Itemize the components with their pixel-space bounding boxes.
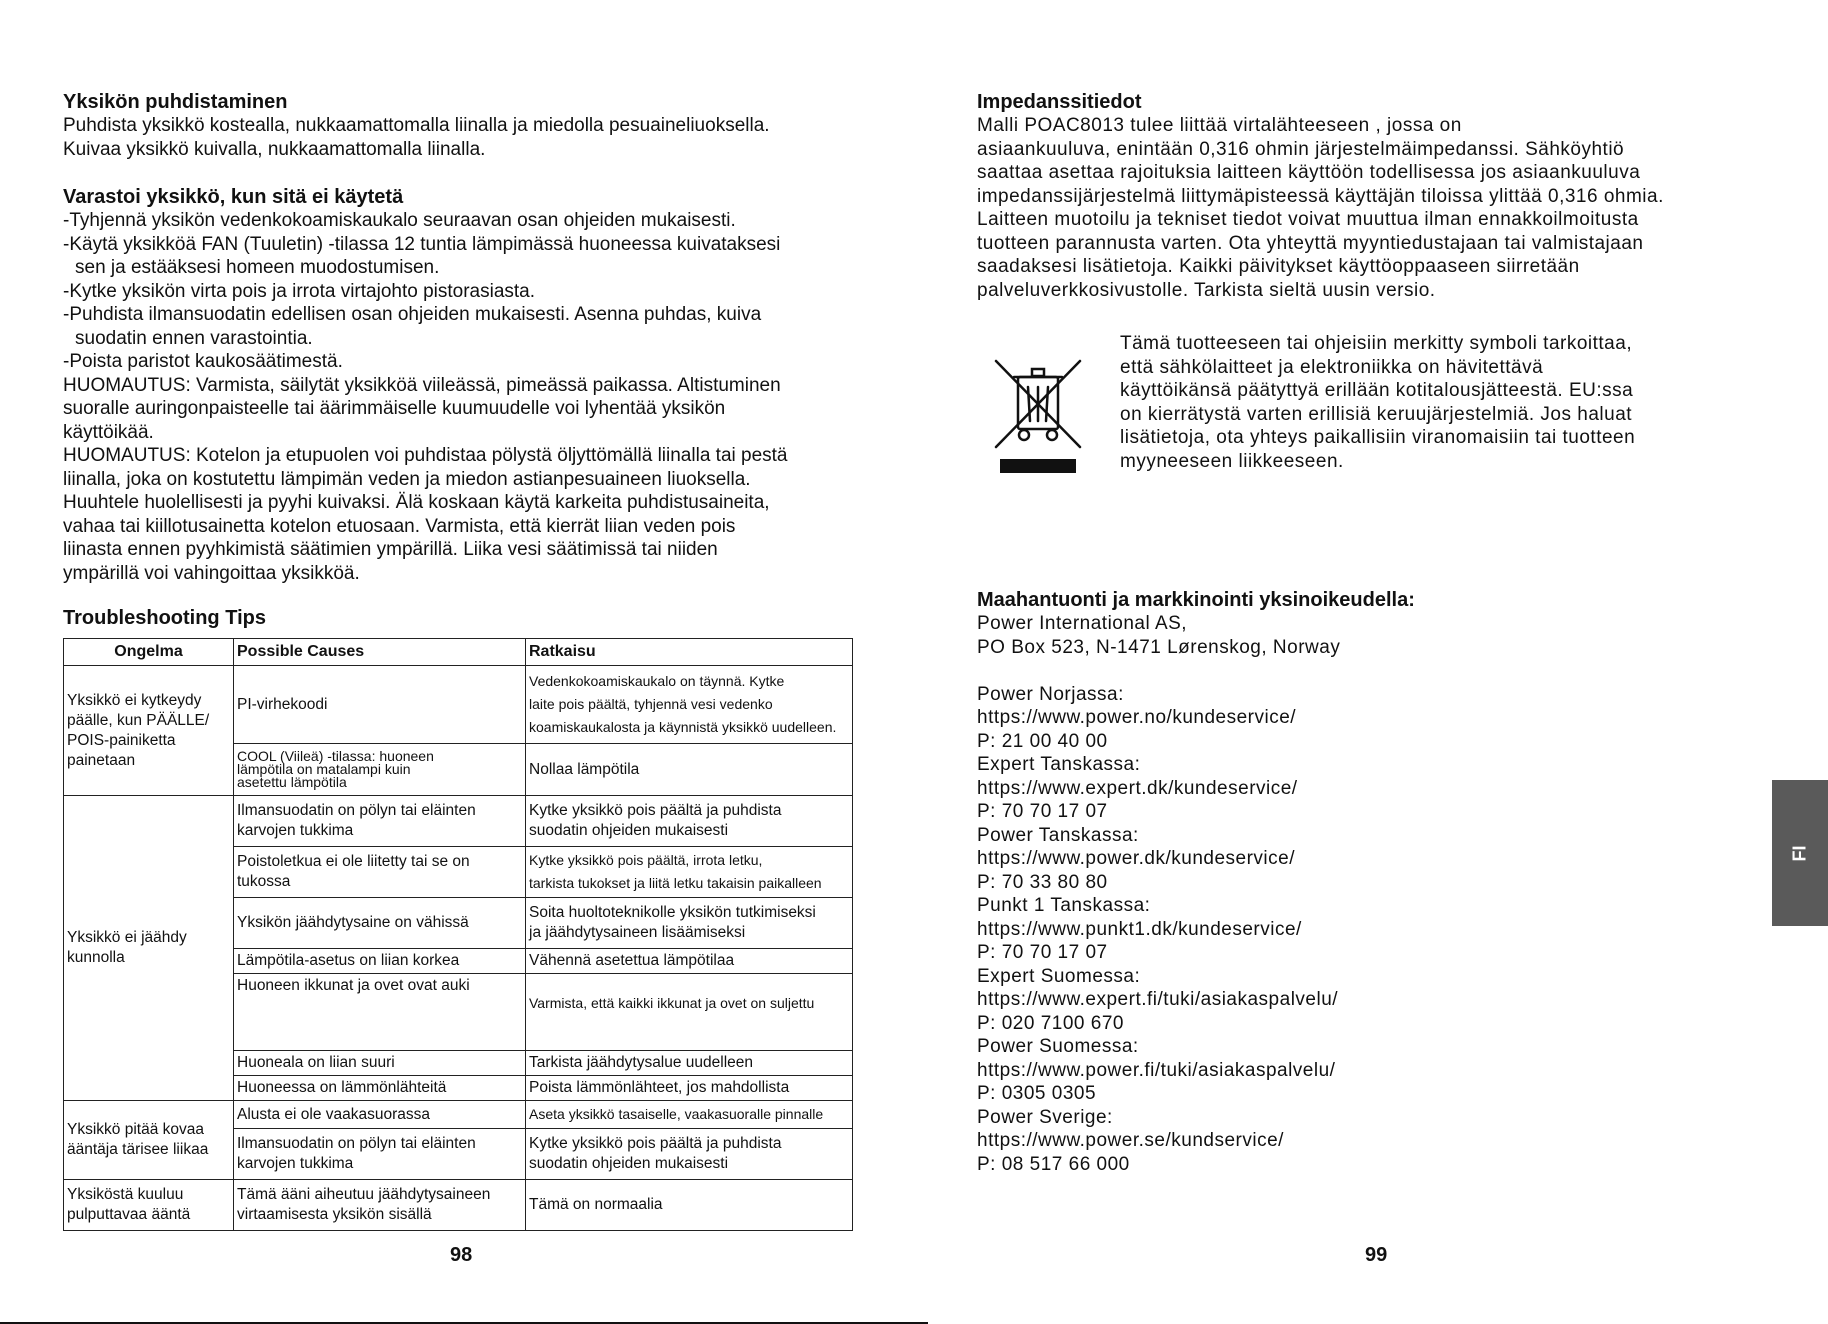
crossed-out-wheelie-bin-icon bbox=[990, 355, 1086, 475]
cell-line: asetettu lämpötila bbox=[237, 774, 347, 790]
text-line: HUOMAUTUS: Varmista, säilytät yksikköä viileässä, pimeässä paikassa. Altistuminen bbox=[63, 374, 781, 396]
problem-cell bbox=[64, 1180, 234, 1231]
contact-line: P: 70 70 17 07 bbox=[977, 942, 1108, 963]
cell-line: ja jäähdytysaineen lisäämiseksi bbox=[529, 924, 746, 941]
text-line: käyttöikänsä päätyttyä erillään kotitalousjätteestä. EU:ssa bbox=[1120, 380, 1634, 401]
right-page bbox=[914, 0, 1828, 1324]
text-line: vahaa tai kiillotusainetta kotelon etuosaan. Varmista, että kierrät liian veden pois bbox=[63, 515, 736, 537]
storage-title: Varastoi yksikkö, kun sitä ei käytetä bbox=[63, 186, 404, 208]
text-line: Tämä tuotteeseen tai ohjeisiin merkitty symboli tarkoittaa, bbox=[1120, 333, 1633, 354]
cell-line: kunnolla bbox=[67, 949, 125, 966]
text-line: -Tyhjennä yksikön vedenkokoamiskaukalo seuraavan osan ohjeiden mukaisesti. bbox=[63, 210, 736, 231]
cell-line: Kytke yksikkö pois päältä, irrota letku, bbox=[529, 852, 763, 868]
contact-link[interactable]: https://www.power.dk/kundeservice/ bbox=[977, 848, 1295, 869]
solution-cell bbox=[526, 1101, 853, 1129]
storage-text bbox=[63, 209, 863, 585]
cell-line: Vähennä asetettua lämpötilaa bbox=[529, 952, 735, 969]
weee-notice bbox=[1120, 332, 1760, 473]
contact-link[interactable]: https://www.power.no/kundeservice/ bbox=[977, 707, 1297, 728]
text-line: että sähkölaitteet ja elektroniikka on hävitettävä bbox=[1120, 356, 1544, 378]
cell-line: Vedenkokoamiskaukalo on täynnä. Kytke bbox=[529, 673, 785, 689]
contact-line: P: 0305 0305 bbox=[977, 1083, 1097, 1104]
cause-cell bbox=[234, 847, 526, 898]
cleaning-text bbox=[63, 114, 863, 161]
cell-line: Varmista, että kaikki ikkunat ja ovet on suljettu bbox=[529, 994, 815, 1011]
cell-line: COOL (Viileä) -tilassa: huoneen bbox=[237, 748, 434, 764]
cell-line: Yksikkö ei kytkeydy bbox=[67, 691, 202, 709]
text-line: -Käytä yksikköä FAN (Tuuletin) -tilassa 12 tuntia lämpimässä huoneessa kuivataksesi bbox=[63, 233, 781, 255]
cell-line: Tämä on normaalia bbox=[529, 1196, 663, 1213]
table-header-row bbox=[64, 639, 853, 666]
text-line: Laitteen muotoilu ja tekniset tiedot voivat muuttua ilman ennakkoilmoitusta bbox=[977, 209, 1639, 230]
table-row bbox=[64, 796, 853, 847]
importer-section bbox=[977, 588, 1797, 1176]
impedance-section bbox=[977, 90, 1797, 302]
page-number: 98 bbox=[450, 1244, 473, 1266]
text-line: Power International AS, bbox=[977, 613, 1188, 634]
cause-cell bbox=[234, 974, 526, 1051]
cell-line: Ilmansuodatin on pölyn tai eläinten bbox=[237, 1135, 476, 1152]
importer-address bbox=[977, 612, 1797, 659]
page-number: 99 bbox=[1365, 1244, 1388, 1266]
cell-line: Kytke yksikkö pois päältä ja puhdista bbox=[529, 1135, 782, 1152]
text-line: -Puhdista ilmansuodatin edellisen osan ohjeiden mukaisesti. Asenna puhdas, kuiva bbox=[63, 304, 762, 325]
cell-line: Poista lämmönlähteet, jos mahdollista bbox=[529, 1079, 790, 1096]
cell-line: päälle, kun PÄÄLLE/ bbox=[67, 711, 210, 729]
contact-link[interactable]: https://www.power.se/kundservice/ bbox=[977, 1130, 1284, 1151]
text-line: liinasta ennen pyyhkimistä säätimien ympärillä. Liika vesi säätimissä tai niiden bbox=[63, 539, 718, 560]
contact-line: P: 70 70 17 07 bbox=[977, 801, 1108, 822]
cell-line: laite pois päältä, tyhjennä vesi vedenko bbox=[529, 696, 773, 712]
cell-line: Poistoletkua ei ole liitetty tai se on bbox=[237, 853, 470, 870]
cell-line: Tarkista jäähdytysalue uudelleen bbox=[529, 1054, 754, 1071]
cell-line: suodatin ohjeiden mukaisesti bbox=[529, 1155, 729, 1172]
text-line: käyttöikää. bbox=[63, 421, 154, 443]
text-line: ympärillä voi vahingoittaa yksikköä. bbox=[63, 562, 360, 584]
cell-line: PI-virhekoodi bbox=[237, 695, 328, 713]
text-line: sen ja estääksesi homeen muodostumisen. bbox=[75, 257, 440, 278]
cell-line: Ilmansuodatin on pölyn tai eläinten bbox=[237, 802, 476, 819]
cleaning-section bbox=[63, 90, 863, 161]
text-line: on kierrätystä varten erillisiä keruujärjestelmiä. Jos haluat bbox=[1120, 403, 1633, 425]
cell-line: Nollaa lämpötila bbox=[529, 760, 640, 778]
solution-cell bbox=[526, 1051, 853, 1076]
text-line: -Poista paristot kaukosäätimestä. bbox=[63, 351, 343, 372]
text-line: asiaankuuluva, enintään 0,316 ohmin järjestelmäimpedanssi. Sähköyhtiö bbox=[977, 138, 1625, 160]
text-line: saattaa asettaa rajoituksia laitteen käyttöön todellisessa jos asiaankuuluva bbox=[977, 162, 1641, 183]
cell-line: virtaamisesta yksikön sisällä bbox=[237, 1206, 432, 1223]
text-line: impedanssijärjestelmä liittymäpisteessä käyttäjän tiloissa ylittää 0,316 ohmia. bbox=[977, 185, 1664, 207]
problem-cell bbox=[64, 1101, 234, 1180]
cell-line: painetaan bbox=[67, 751, 136, 769]
cleaning-title: Yksikön puhdistaminen bbox=[63, 91, 288, 113]
cell-line: Huoneessa on lämmönlähteitä bbox=[237, 1079, 447, 1096]
contact-link[interactable]: https://www.power.fi/tuki/asiakaspalvelu/ bbox=[977, 1059, 1336, 1081]
cell-line: ääntäja tärisee liikaa bbox=[67, 1141, 209, 1158]
cell-line: Yksikkö pitää kovaa bbox=[67, 1121, 204, 1138]
contact-line: P: 70 33 80 80 bbox=[977, 871, 1108, 893]
language-tab-label: FI bbox=[1789, 845, 1810, 861]
cause-cell bbox=[234, 744, 526, 796]
cell-line: Huoneala on liian suuri bbox=[237, 1054, 395, 1071]
contact-line: P: 020 7100 670 bbox=[977, 1012, 1124, 1034]
solution-cell bbox=[526, 974, 853, 1051]
text-line: HUOMAUTUS: Kotelon ja etupuolen voi puhdistaa pölystä öljyttömällä liinalla tai pestä bbox=[63, 445, 788, 466]
contact-line: Power Sverige: bbox=[977, 1106, 1113, 1128]
contact-line: Power Tanskassa: bbox=[977, 824, 1139, 846]
troubleshooting-title: Troubleshooting Tips bbox=[63, 607, 266, 629]
text-line: palveluverkkosivustolle. Tarkista sieltä uusin versio. bbox=[977, 279, 1436, 301]
cell-line: karvojen tukkima bbox=[237, 1155, 354, 1172]
cause-cell bbox=[234, 666, 526, 744]
text-line: myyneeseen liikkeeseen. bbox=[1120, 450, 1344, 472]
cell-line: Yksikkö ei jäähdy bbox=[67, 929, 187, 946]
impedance-title: Impedanssitiedot bbox=[977, 91, 1142, 113]
solution-cell bbox=[526, 1076, 853, 1101]
solution-cell bbox=[526, 847, 853, 898]
solution-cell bbox=[526, 796, 853, 847]
text-line: lisätietoja, ota yhteys paikallisiin viranomaisiin tai tuotteen bbox=[1120, 427, 1636, 448]
solution-cell bbox=[526, 1129, 853, 1180]
solution-cell bbox=[526, 898, 853, 949]
contact-line: P: 08 517 66 000 bbox=[977, 1153, 1130, 1175]
cell-line: tarkista tukokset ja liitä letku takaisin paikalleen bbox=[529, 875, 822, 891]
cell-line: Yksikön jäähdytysaine on vähissä bbox=[237, 914, 469, 931]
cell-line: tukossa bbox=[237, 873, 291, 890]
storage-section bbox=[63, 185, 863, 585]
contact-line: Power Suomessa: bbox=[977, 1036, 1139, 1057]
cause-cell bbox=[234, 1180, 526, 1231]
cell-line: Alusta ei ole vaakasuorassa bbox=[237, 1105, 431, 1123]
cause-cell bbox=[234, 796, 526, 847]
contact-line: Power Norjassa: bbox=[977, 683, 1124, 705]
text-line: saadaksesi lisätietoja. Kaikki päivitykset käyttöoppaaseen siirretään bbox=[977, 256, 1580, 277]
problem-cell bbox=[64, 796, 234, 1101]
cell-line: Yksiköstä kuuluu bbox=[67, 1186, 184, 1203]
contact-link[interactable]: https://www.expert.dk/kundeservice/ bbox=[977, 777, 1298, 799]
column-header-problem: Ongelma bbox=[64, 639, 234, 666]
cause-cell bbox=[234, 898, 526, 949]
cell-line: Kytke yksikkö pois päältä ja puhdista bbox=[529, 802, 782, 819]
text-line: suodatin ennen varastointia. bbox=[75, 327, 313, 349]
cause-cell bbox=[234, 1129, 526, 1180]
cell-line: karvojen tukkima bbox=[237, 822, 354, 839]
table-row bbox=[64, 666, 853, 744]
solution-cell bbox=[526, 949, 853, 974]
cell-line: Lämpötila-asetus on liian korkea bbox=[237, 952, 460, 969]
text-line: Huuhtele huolellisesti ja pyyhi kuivaksi. Älä koskaan käytä karkeita puhdistusaineita, bbox=[63, 492, 770, 513]
cause-cell bbox=[234, 1076, 526, 1101]
language-tab bbox=[1772, 780, 1828, 926]
contact-line: Punkt 1 Tanskassa: bbox=[977, 895, 1151, 916]
text-line: Malli POAC8013 tulee liittää virtalähteeseen , jossa on bbox=[977, 115, 1462, 136]
cell-line: suodatin ohjeiden mukaisesti bbox=[529, 822, 729, 839]
solution-cell bbox=[526, 744, 853, 796]
text-line: PO Box 523, N-1471 Lørenskog, Norway bbox=[977, 636, 1341, 658]
contact-line: Expert Tanskassa: bbox=[977, 754, 1141, 775]
contact-link[interactable]: https://www.expert.fi/tuki/asiakaspalvelu/ bbox=[977, 989, 1339, 1010]
contact-line: P: 21 00 40 00 bbox=[977, 730, 1108, 752]
importer-title: Maahantuonti ja markkinointi yksinoikeudella: bbox=[977, 589, 1415, 611]
contact-list bbox=[977, 683, 1797, 1177]
column-header-causes: Possible Causes bbox=[234, 639, 526, 666]
cause-cell bbox=[234, 949, 526, 974]
problem-cell bbox=[64, 666, 234, 796]
cell-line: Aseta yksikkö tasaiselle, vaakasuoralle pinnalle bbox=[529, 1106, 824, 1122]
impedance-text bbox=[977, 114, 1797, 302]
cell-line: lämpötila on matalampi kuin bbox=[237, 761, 411, 777]
solution-cell bbox=[526, 1180, 853, 1231]
table-row bbox=[64, 1101, 853, 1129]
cause-cell bbox=[234, 1101, 526, 1129]
text-line: -Kytke yksikön virta pois ja irrota virtajohto pistorasiasta. bbox=[63, 280, 536, 302]
text-line: Puhdista yksikkö kostealla, nukkaamattomalla liinalla ja miedolla pesuaineliuoksella. bbox=[63, 115, 770, 136]
contact-link[interactable]: https://www.punkt1.dk/kundeservice/ bbox=[977, 918, 1302, 940]
cause-cell bbox=[234, 1051, 526, 1076]
text-line: Kuivaa yksikkö kuivalla, nukkaamattomalla liinalla. bbox=[63, 138, 486, 160]
text-line: liinalla, joka on kostutettu lämpimän veden ja miedon astianpesuaineen liuoksella. bbox=[63, 468, 751, 490]
cell-line: Huoneen ikkunat ja ovet ovat auki bbox=[237, 977, 470, 994]
weee-text bbox=[1120, 332, 1760, 473]
cell-line: pulputtavaa ääntä bbox=[67, 1206, 191, 1223]
cell-line: koamiskaukalosta ja käynnistä yksikkö uudelleen. bbox=[529, 719, 837, 735]
text-line: suoralle auringonpaisteelle tai äärimmäiselle kuumuudelle voi lyhentää yksikön bbox=[63, 398, 726, 419]
text-line: tuotteen parannusta varten. Ota yhteyttä myyntiedustajaan tai valmistajaan bbox=[977, 232, 1644, 254]
column-header-solution: Ratkaisu bbox=[526, 639, 853, 666]
cell-line: POIS-painiketta bbox=[67, 731, 176, 749]
cell-line: Tämä ääni aiheutuu jäähdytysaineen bbox=[237, 1186, 491, 1203]
cell-line: Soita huoltoteknikolle yksikön tutkimiseksi bbox=[529, 904, 816, 921]
contact-line: Expert Suomessa: bbox=[977, 965, 1141, 987]
table-row bbox=[64, 1180, 853, 1231]
solution-cell bbox=[526, 666, 853, 744]
troubleshooting-table bbox=[63, 638, 853, 1231]
